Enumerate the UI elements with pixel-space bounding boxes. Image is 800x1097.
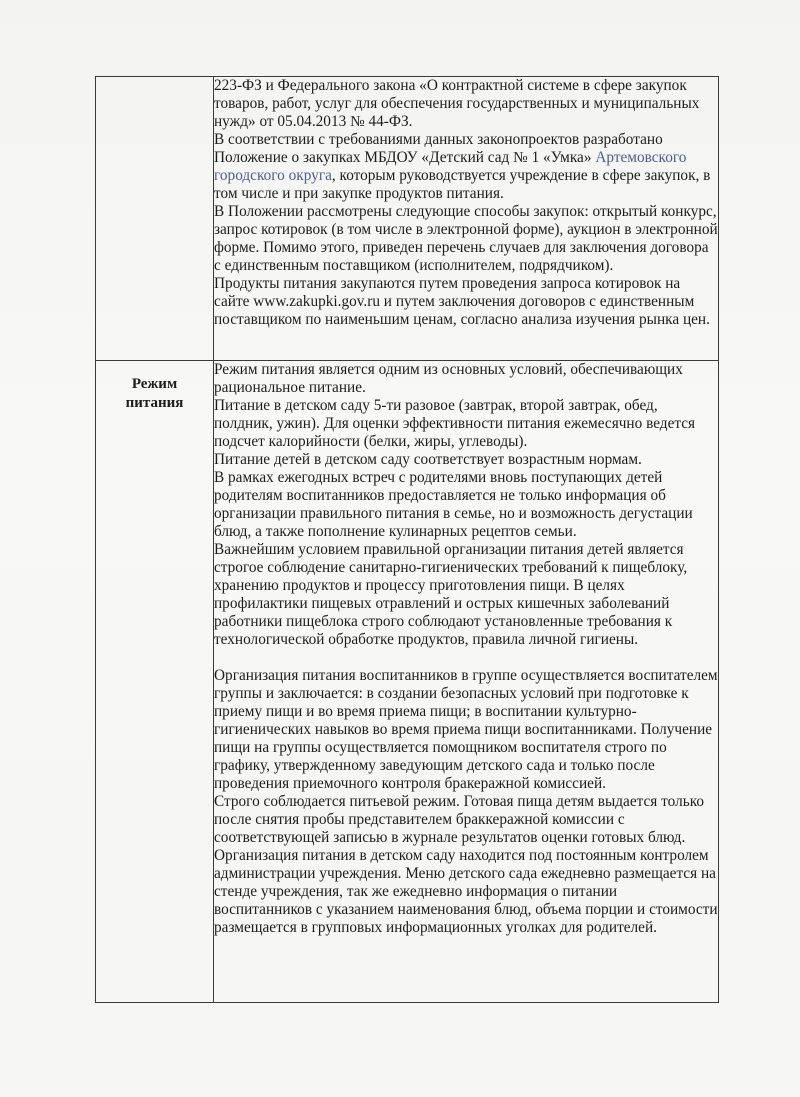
paragraph bbox=[214, 131, 718, 203]
table-row bbox=[96, 77, 719, 361]
row-label-cell bbox=[96, 361, 214, 1003]
paragraph-gap bbox=[214, 649, 718, 667]
paragraph: Организация питания воспитанников в группе осуществляется воспитателем группы и заключается: в создании безопасных условий при подготовке к приему пищи и во время приема пищи; в воспитании культурно-гигиенических навыков во время приема пищи воспитанниками. Получение пищи на группы осуществляется помощником воспитателя строго по графику, утвержденному заведующим детского сада и только после проведения приемочного контроля бракеражной комиссией. bbox=[214, 667, 718, 792]
paragraph: Режим питания является одним из основных условий, обеспечивающих рациональное питание. bbox=[214, 361, 683, 396]
row-text-cell bbox=[214, 77, 719, 361]
paragraph: Питание в детском саду 5-ти разовое (завтрак, второй завтрак, обед, полдник, ужин). Для оценки эффективности питания ежемесячно ведется подсчет калорийности (белки, жиры, углеводы). bbox=[214, 397, 696, 450]
paragraph-text: В соответствии с требованиями данных законопроектов разработано Положение о закупках МБДОУ «Детский сад № 1 «Умка» bbox=[214, 131, 663, 166]
row-label-line: питания bbox=[125, 395, 184, 411]
paragraph: Организация питания в детском саду находится под постоянным контролем администрации учреждения. Меню детского сада ежедневно размещается на стенде учреждения, так же ежедневно информация о питании воспитанников с указанием наименования блюд, объема порции и стоимости размещается в групповых информационных уголках для родителей. bbox=[214, 847, 718, 936]
row-label bbox=[96, 375, 213, 413]
paragraph: Питание детей в детском саду соответствует возрастным нормам. bbox=[214, 451, 642, 468]
paragraph: Важнейшим условием правильной организации питания детей является строгое соблюдение санитарно-гигиенических требований к пищеблоку, хранению продуктов и процессу приготовления пищи. В целях профилактики пищевых отравлений и острых кишечных заболеваний работники пищеблока строго соблюдают установленные требования к технологической обработке продуктов, правила личной гигиены. bbox=[214, 541, 688, 648]
table-row bbox=[96, 361, 719, 1003]
handwritten-insert: Артемовского городского округа bbox=[214, 149, 687, 184]
row-text-cell bbox=[214, 361, 719, 1003]
paragraph-text: , которым руководствуется учреждение в сфере закупок, в том числе и при закупке продуктов питания. bbox=[214, 167, 711, 202]
row-label-cell bbox=[96, 77, 214, 361]
paragraph: 223-ФЗ и Федерального закона «О контрактной системе в сфере закупок товаров, работ, услуг для обеспечения государственных и муниципальных нужд» от 05.04.2013 № 44-ФЗ. bbox=[214, 77, 700, 130]
document-table bbox=[95, 76, 719, 1003]
paragraph: В Положении рассмотрены следующие способы закупок: открытый конкурс, запрос котировок (в том числе в электронной форме), аукцион в электронной форме. Помимо этого, приведен перечень случаев для заключения договора с единственным поставщиком (исполнителем, подрядчиком). bbox=[214, 203, 718, 274]
row-label-line: Режим bbox=[131, 376, 178, 392]
paragraph: Продукты питания закупаются путем проведения запроса котировок на сайте www.zakupki.gov.ru и путем заключения договоров с единственным поставщиком по наименьшим ценам, согласно анализа изучения рынка цен. bbox=[214, 275, 710, 328]
paragraph: В рамках ежегодных встреч с родителями вновь поступающих детей родителям воспитанников предоставляется не только информация об организации правильного питания в семье, но и возможность дегустации блюд, а также пополнение кулинарных рецептов семьи. bbox=[214, 469, 693, 540]
paragraph: Строго соблюдается питьевой режим. Готовая пища детям выдается только после снятия пробы представителем браккеражной комиссии с соответствующей записью в журнале результатов оценки готовых блюд. bbox=[214, 793, 704, 846]
